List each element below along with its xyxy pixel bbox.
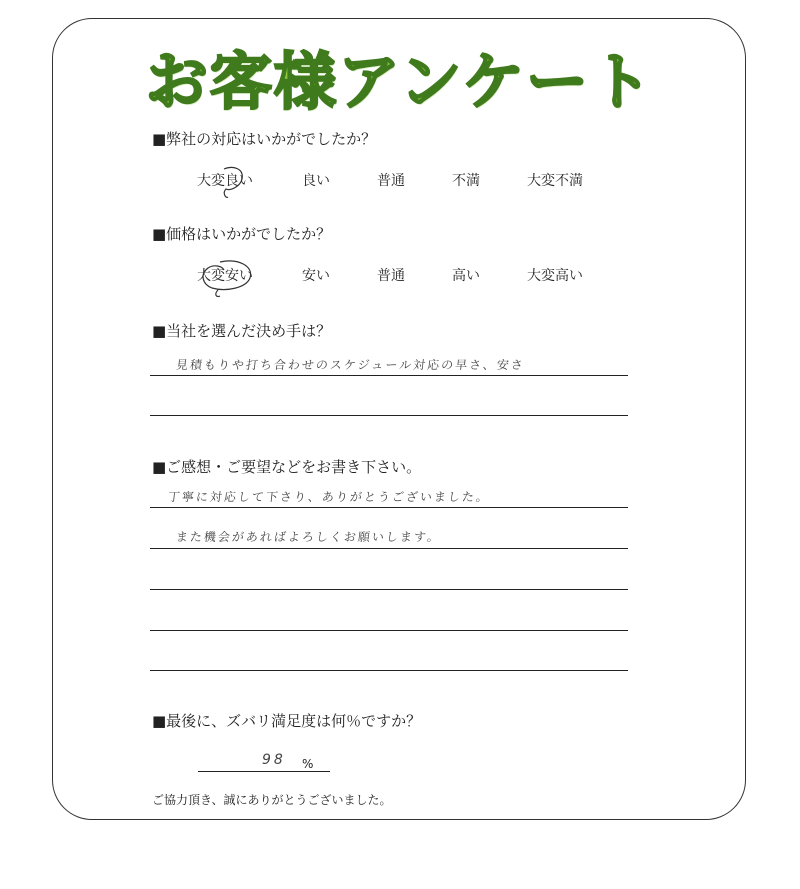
question-reason: ■当社を選んだ決め手は？ (152, 322, 332, 340)
comments-line-4 (150, 630, 628, 631)
service-option-normal[interactable]: 普通 (377, 173, 405, 189)
service-selection-circle (212, 163, 262, 203)
reason-answer-line-1: 見積もりや打ち合わせのスケジュール対応の早さ、安さ (175, 358, 526, 372)
service-option-very-dissatisfied[interactable]: 大変不満 (527, 173, 583, 189)
price-option-normal[interactable]: 普通 (377, 268, 405, 284)
comments-answer-line-2: また機会があればよろしくお願いします。 (175, 530, 442, 544)
comments-line-1 (150, 507, 628, 508)
service-option-very-good[interactable]: 大変良い (197, 173, 253, 189)
service-option-good[interactable]: 良い (302, 173, 330, 189)
price-option-very-expensive[interactable]: 大変高い (527, 268, 583, 284)
comments-line-3 (150, 589, 628, 590)
reason-line-2 (150, 415, 628, 416)
comments-line-5 (150, 670, 628, 671)
satisfaction-value: 98 (262, 752, 286, 768)
question-comments: ■ご感想・ご要望などをお書き下さい。 (152, 458, 422, 476)
question-satisfaction: ■最後に、ズバリ満足度は何％ですか？ (152, 712, 422, 730)
price-option-cheap[interactable]: 安い (302, 268, 330, 284)
price-option-very-cheap[interactable]: 大変安い (197, 268, 253, 284)
question-service: ■弊社の対応はいかがでしたか？ (152, 130, 377, 148)
comments-line-2 (150, 548, 628, 549)
survey-title: お客様アンケート (145, 45, 655, 118)
comments-answer-line-1: 丁寧に対応して下さり、ありがとうございました。 (167, 490, 491, 504)
satisfaction-line (198, 771, 330, 772)
reason-line-1 (150, 375, 628, 376)
satisfaction-unit: % (302, 757, 314, 771)
price-selection-circle (196, 256, 266, 302)
thank-you-note: ご協力頂き、誠にありがとうございました。 (152, 793, 392, 807)
service-option-dissatisfied[interactable]: 不満 (452, 173, 480, 189)
question-price: ■価格はいかがでしたか？ (152, 225, 332, 243)
price-option-expensive[interactable]: 高い (452, 268, 480, 284)
